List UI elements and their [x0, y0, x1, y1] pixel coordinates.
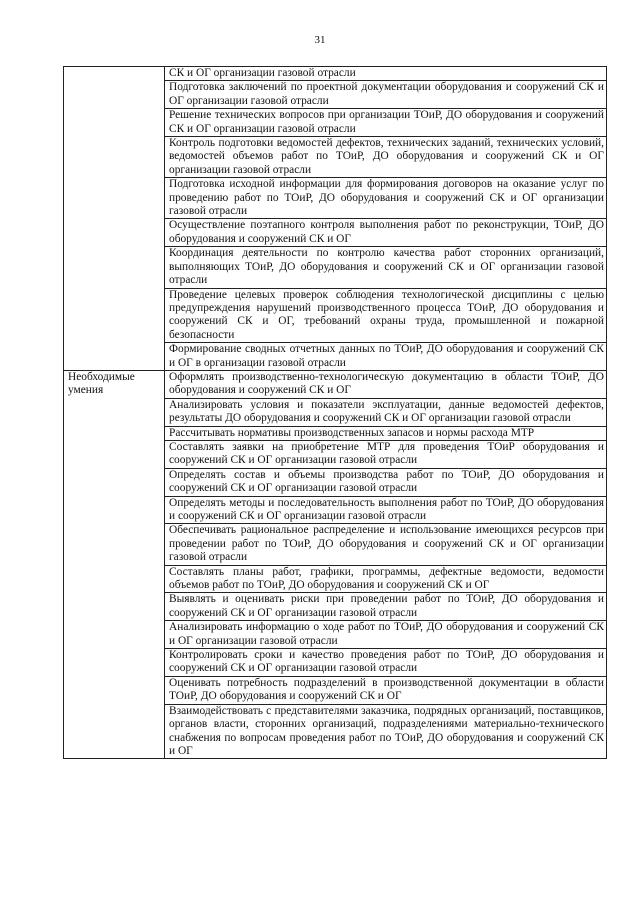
- table-cell-text: Выявлять и оценивать риски при проведении работ по ТОиР, ДО оборудования и сооружений СК и ОГ организации газовой отрасли: [165, 593, 607, 621]
- table-cell-text: Осуществление поэтапного контроля выполнения работ по реконструкции, ТОиР, ДО оборудования и сооружений СК и ОГ: [165, 219, 607, 247]
- table-cell-text: Рассчитывать нормативы производственных запасов и нормы расхода МТР: [165, 426, 607, 440]
- table-cell-text: Подготовка исходной информации для формирования договоров на оказание услуг по проведению работ по ТОиР, ДО оборудования и сооружений СК и ОГ организации газовой отрасли: [165, 178, 607, 219]
- table-cell-text: Контроль подготовки ведомостей дефектов, технических заданий, технических условий, ведомостей объемов работ по ТОиР, ДО оборудования и сооружений СК и ОГ организации газовой отрасли: [165, 137, 607, 178]
- table-cell-text: Составлять планы работ, графики, программы, дефектные ведомости, ведомости объемов работ по ТОиР, ДО оборудования и сооружений СК и ОГ: [165, 565, 607, 593]
- table-cell-text: Определять методы и последовательность выполнения работ по ТОиР, ДО оборудования и сооружений СК и ОГ организации газовой отрасли: [165, 496, 607, 524]
- requirements-table: [63, 66, 607, 759]
- table-body: [64, 67, 607, 759]
- page-number: 31: [314, 34, 326, 46]
- required-skills-section-label: Необходимые умения: [64, 370, 165, 758]
- table-cell-text: Подготовка заключений по проектной документации оборудования и сооружений СК и ОГ организации газовой отрасли: [165, 81, 607, 109]
- table-cell-text: Взаимодействовать с представителями заказчика, подрядных организаций, поставщиков, органов власти, сторонних организаций, подразделениями материально-технического снабжения по вопросам проведения работ по ТОиР, ДО оборудования и сооружений СК и ОГ: [165, 704, 607, 759]
- table-row: [64, 370, 607, 398]
- table-cell-text: Анализировать информацию о ходе работ по ТОиР, ДО оборудования и сооружений СК и ОГ организации газовой отрасли: [165, 621, 607, 649]
- table-cell-text: Проведение целевых проверок соблюдения технологической дисциплины с целью предупреждения нарушений производственного процесса ТОиР, ДО оборудования и сооружений СК и ОГ, требований охраны труда, промышленной и пожарной безопасности: [165, 288, 607, 343]
- table-cell-text: Определять состав и объемы производства работ по ТОиР, ДО оборудования и сооружений СК и ОГ организации газовой отрасли: [165, 468, 607, 496]
- table-cell-text: СК и ОГ организации газовой отрасли: [165, 67, 607, 81]
- table-cell-text: Контролировать сроки и качество проведения работ по ТОиР, ДО оборудования и сооружений СК и ОГ организации газовой отрасли: [165, 649, 607, 677]
- table-cell-text: Анализировать условия и показатели эксплуатации, данные ведомостей дефектов, результаты ДО оборудования и сооружений СК и ОГ организации газовой отрасли: [165, 398, 607, 426]
- table-cell-text: Оценивать потребность подразделений в производственной документации в области ТОиР, ДО оборудования и сооружений СК и ОГ: [165, 676, 607, 704]
- table-cell-text: Обеспечивать рациональное распределение и использование имеющихся ресурсов при проведении работ по ТОиР, ДО оборудования и сооружений СК и ОГ организации газовой отрасли: [165, 524, 607, 565]
- table-cell-text: Координация деятельности по контролю качества работ сторонних организаций, выполняющих ТОиР, ДО оборудования и сооружений СК и ОГ организации газовой отрасли: [165, 247, 607, 288]
- table-cell-text: Решение технических вопросов при организации ТОиР, ДО оборудования и сооружений СК и ОГ организации газовой отрасли: [165, 109, 607, 137]
- table-cell-text: Формирование сводных отчетных данных по ТОиР, ДО оборудования и сооружений СК и ОГ в организации газовой отрасли: [165, 343, 607, 371]
- table-cell-text: Оформлять производственно-технологическую документацию в области ТОиР, ДО оборудования и сооружений СК и ОГ: [165, 370, 607, 398]
- table-cell-text: Составлять заявки на приобретение МТР для проведения ТОиР оборудования и сооружений СК и ОГ организации газовой отрасли: [165, 440, 607, 468]
- table-row: [64, 67, 607, 81]
- continued-section-label: [64, 67, 165, 371]
